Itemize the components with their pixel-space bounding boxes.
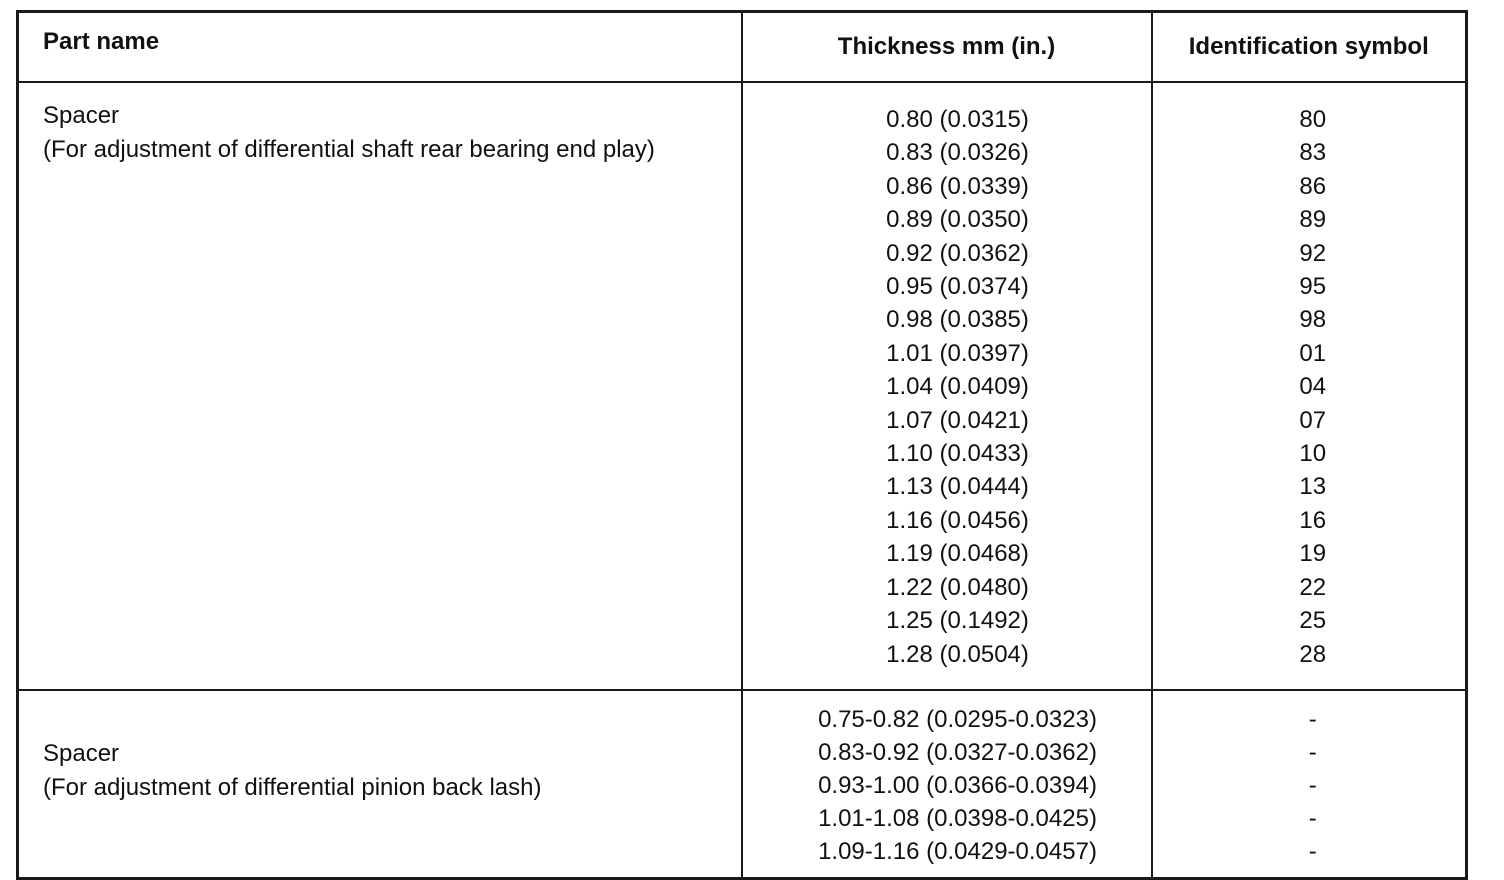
thickness-value: 1.07 (0.0421) [886, 406, 1029, 434]
thickness-cell [742, 82, 1152, 690]
part-purpose: (For adjustment of differential shaft rear bearing end play) [43, 135, 655, 163]
thickness-value: 0.92 (0.0362) [886, 239, 1029, 267]
part-name-cell [18, 690, 742, 879]
identification-symbol: 22 [1299, 573, 1327, 601]
header-thickness: Thickness mm (in.) [742, 12, 1152, 83]
identification-symbol: 01 [1299, 339, 1327, 367]
thickness-value: 1.22 (0.0480) [886, 573, 1029, 601]
identification-symbol: 80 [1299, 106, 1327, 133]
identification-symbol: - [1308, 739, 1317, 766]
thickness-list [743, 83, 1151, 671]
identification-symbol: 25 [1299, 607, 1327, 635]
thickness-value: 0.95 (0.0374) [886, 273, 1029, 301]
identification-symbol: 16 [1299, 506, 1327, 534]
thickness-value: 0.86 (0.0339) [886, 172, 1029, 200]
thickness-value: 0.89 (0.0350) [886, 206, 1029, 234]
thickness-value: 1.10 (0.0433) [886, 440, 1029, 468]
header-row [18, 12, 1467, 83]
identification-symbol: - [1308, 706, 1317, 733]
thickness-value: 1.28 (0.0504) [886, 640, 1029, 668]
identification-cell [1152, 82, 1467, 690]
thickness-value: 0.98 (0.0385) [886, 306, 1029, 334]
thickness-value: 1.25 (0.1492) [886, 607, 1029, 635]
thickness-list [743, 691, 1151, 868]
part-name: Spacer [43, 740, 120, 767]
thickness-value: 0.80 (0.0315) [886, 106, 1029, 133]
thickness-value: 1.19 (0.0468) [886, 540, 1029, 568]
identification-symbol: 13 [1299, 473, 1327, 501]
identification-symbol: 92 [1299, 239, 1327, 267]
thickness-value: 1.13 (0.0444) [886, 473, 1029, 501]
thickness-value: 0.83 (0.0326) [886, 139, 1029, 167]
part-name: Spacer [43, 102, 120, 129]
identification-symbol: 04 [1299, 373, 1327, 401]
identification-symbol: 07 [1299, 406, 1327, 434]
header-identification-symbol: Identification symbol [1152, 12, 1467, 83]
identification-symbol: 95 [1299, 273, 1327, 301]
thickness-value: 1.16 (0.0456) [886, 506, 1029, 534]
identification-symbol: 19 [1299, 540, 1327, 568]
thickness-value: 0.93-1.00 (0.0366-0.0394) [818, 772, 1097, 799]
thickness-value: 1.01 (0.0397) [886, 339, 1029, 367]
identification-symbol: 83 [1299, 139, 1327, 167]
thickness-value: 1.04 (0.0409) [886, 373, 1029, 401]
identification-symbol: 98 [1299, 306, 1327, 334]
thickness-value: 1.09-1.16 (0.0429-0.0457) [818, 838, 1097, 865]
thickness-value: 1.01-1.08 (0.0398-0.0425) [818, 805, 1097, 832]
identification-symbol: - [1308, 838, 1317, 865]
identification-list [1153, 83, 1466, 671]
spacer-spec-table [16, 10, 1468, 880]
identification-symbol: 28 [1299, 640, 1327, 668]
header-part-name: Part name [18, 12, 742, 83]
identification-symbol: - [1308, 772, 1317, 799]
thickness-value: 0.83-0.92 (0.0327-0.0362) [818, 739, 1097, 766]
table-row [18, 82, 1467, 690]
thickness-value: 0.75-0.82 (0.0295-0.0323) [818, 706, 1097, 733]
thickness-cell [742, 690, 1152, 879]
identification-symbol: 10 [1299, 440, 1327, 468]
part-purpose: (For adjustment of differential pinion back lash) [43, 773, 542, 801]
identification-symbol: 89 [1299, 206, 1327, 234]
part-name-cell [18, 82, 742, 690]
identification-symbol: - [1308, 805, 1317, 832]
identification-cell [1152, 690, 1467, 879]
identification-list [1153, 691, 1466, 868]
identification-symbol: 86 [1299, 172, 1327, 200]
table-row [18, 690, 1467, 879]
